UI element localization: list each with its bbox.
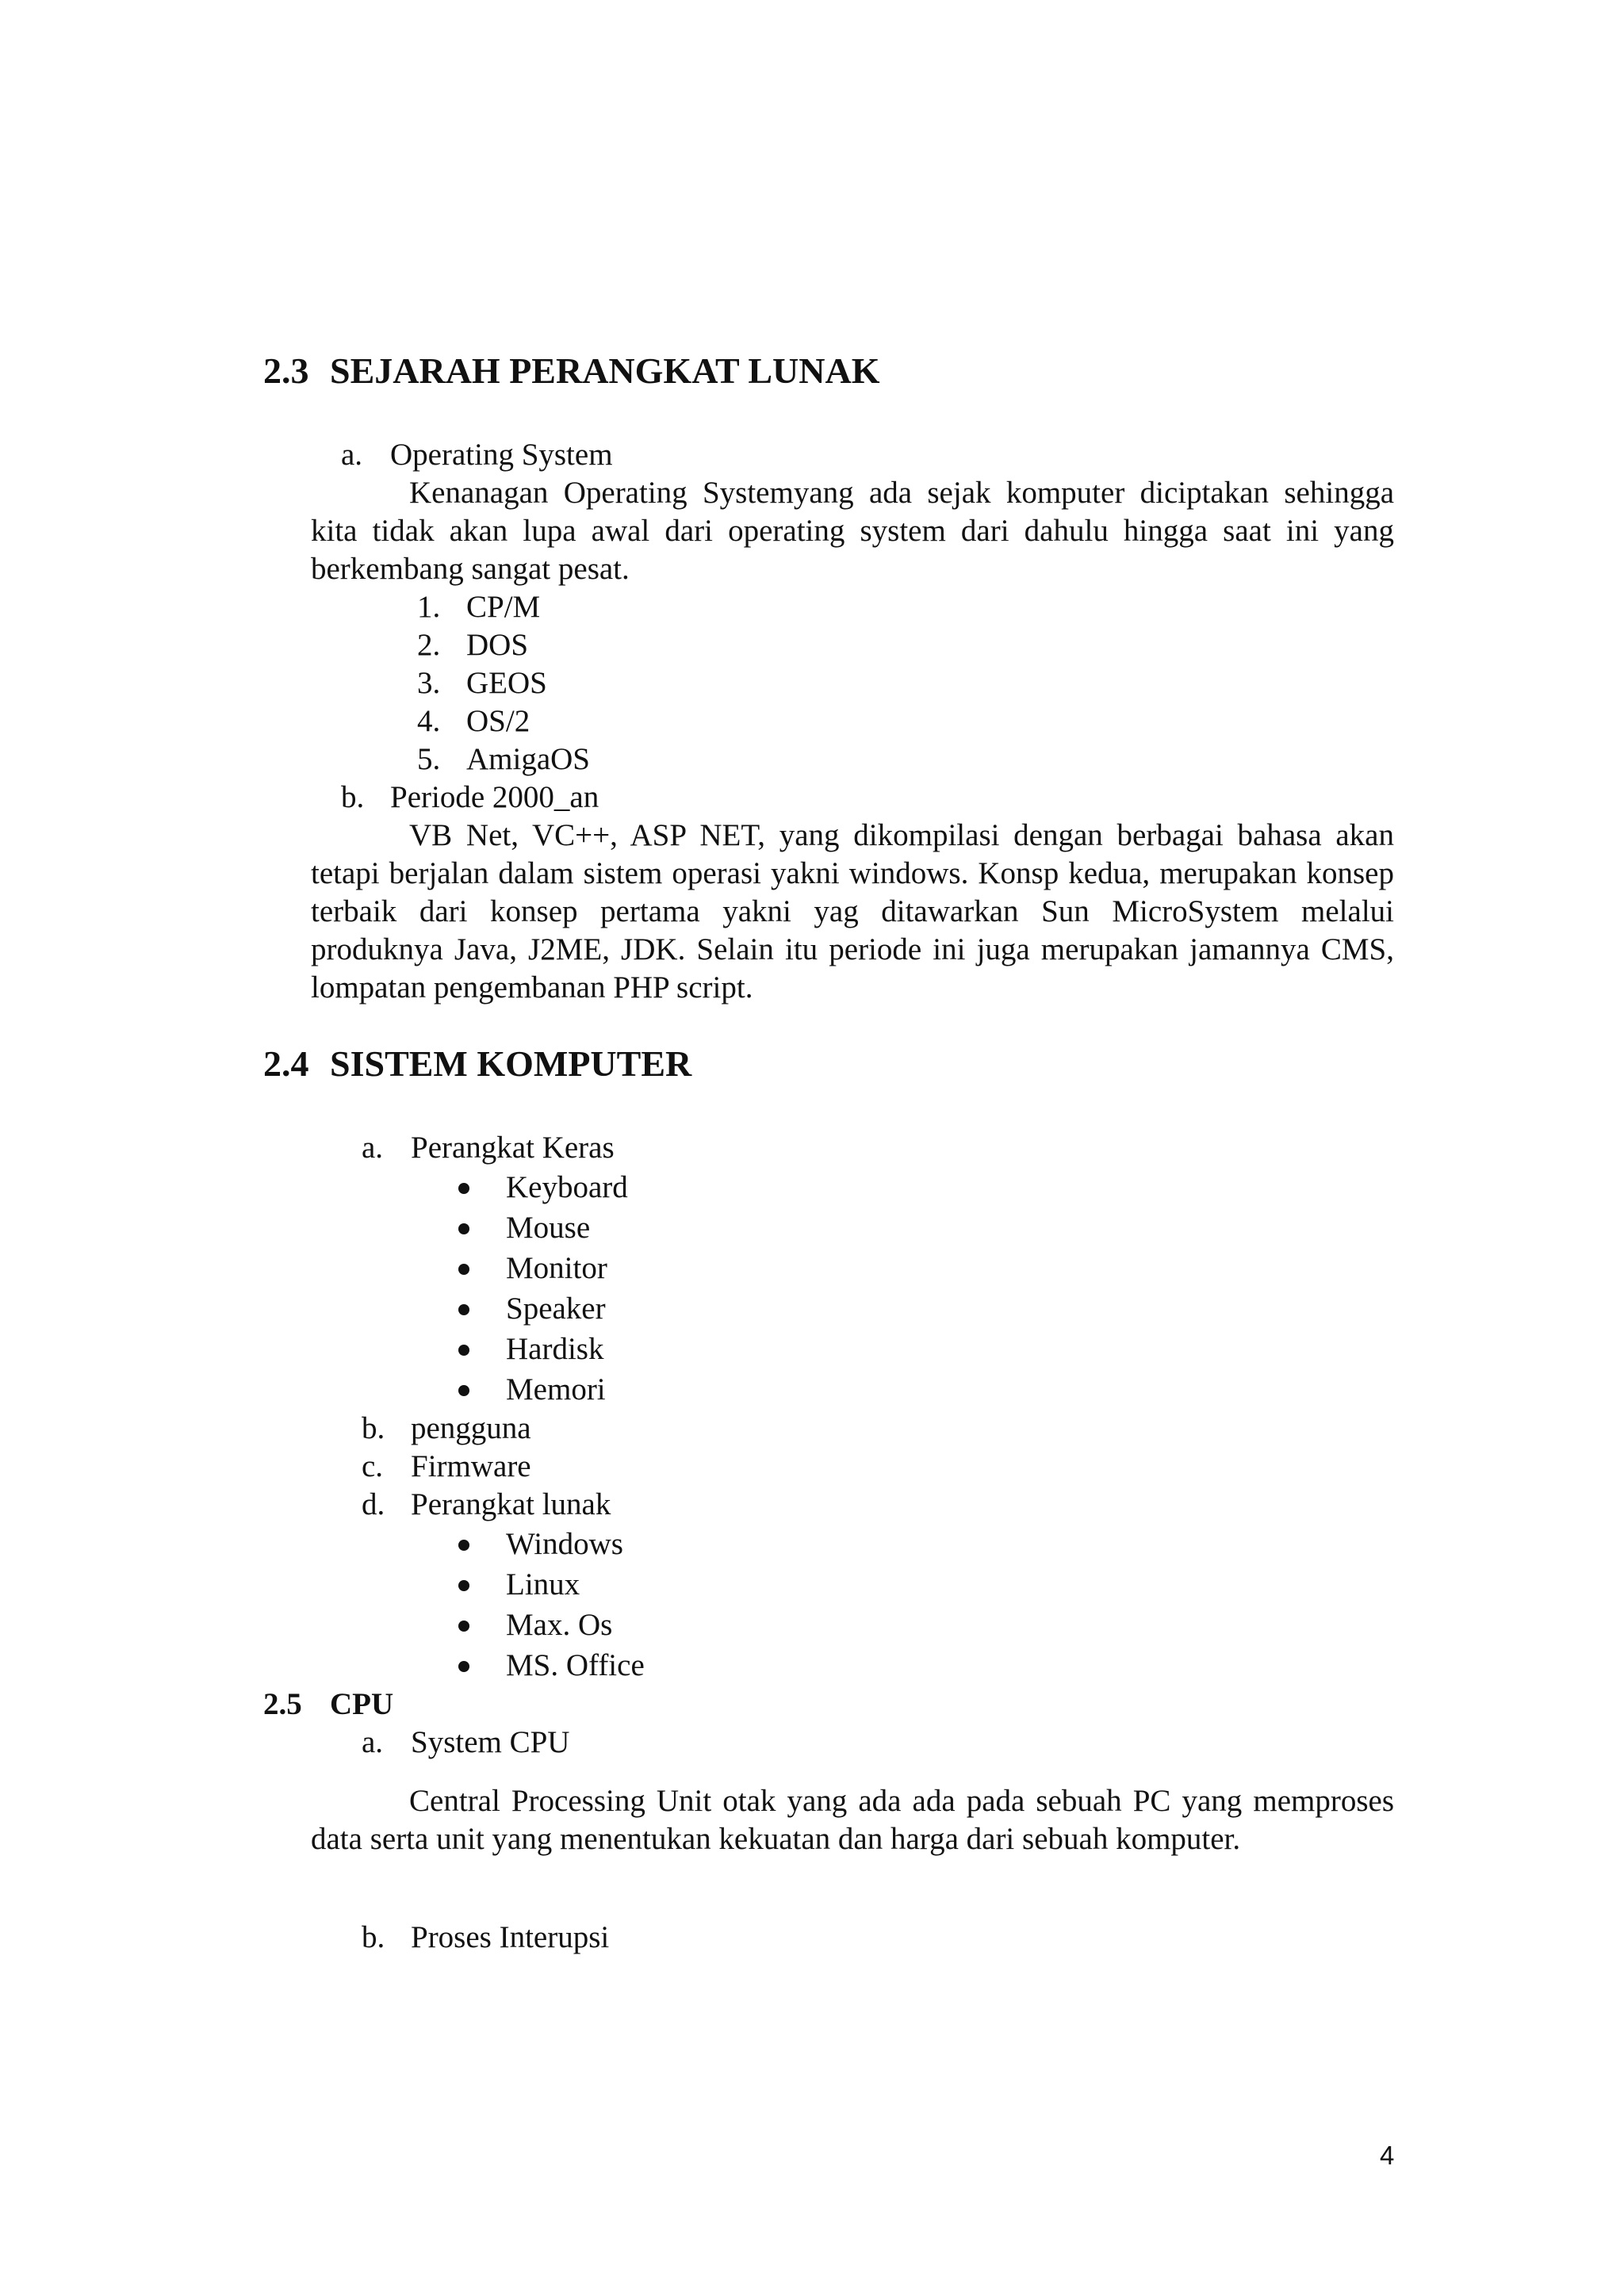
- item-label: Operating System: [390, 438, 613, 472]
- section-number: 2.5: [263, 1687, 302, 1721]
- list-item: 3. GEOS: [417, 664, 547, 702]
- bullet-item: Max. Os: [506, 1608, 613, 1642]
- sec23-b-paragraph: VB Net, VC++, ASP NET, yang dikompilasi dengan berbagai bahasa akan tetapi berjalan dalam sistem operasi yakni windows. Konsp kedua, merupakan konsep terbaik dari konsep pertama yakni yag ditawarkan Sun MicroSystem melalui produknya Java, J2ME, JDK. Selain itu periode ini juga merupakan jamannya CMS, lompatan pengembanan PHP script.: [311, 818, 1394, 1004]
- list-marker: b.: [362, 1920, 385, 1954]
- section-title: CPU: [330, 1687, 394, 1721]
- bullet-item: Speaker: [506, 1292, 606, 1326]
- bullet-dot: [458, 1264, 469, 1275]
- item-label: Perangkat Keras: [411, 1131, 615, 1165]
- bullet-dot: [458, 1345, 469, 1356]
- list-marker: b.: [341, 780, 365, 814]
- section-number: 2.4: [263, 1043, 309, 1084]
- bullet-item: Mouse: [506, 1211, 591, 1245]
- bullet-item: Keyboard: [506, 1170, 628, 1204]
- item-label: Periode 2000_an: [390, 780, 599, 814]
- item-label: Firmware: [411, 1449, 531, 1483]
- sec25-item-b: [362, 1919, 609, 1957]
- bullet-item: Memori: [506, 1372, 606, 1406]
- list-number: 5.: [417, 742, 441, 776]
- sec24-item-c: [362, 1448, 531, 1486]
- sec25-a-paragraph: Central Processing Unit otak yang ada ada pada sebuah PC yang memproses data serta unit yang menentukan kekuatan dan harga dari sebuah komputer.: [311, 1784, 1394, 1856]
- sec24-item-d: [362, 1486, 611, 1524]
- section-2-5-heading: [263, 1686, 393, 1724]
- item-label: Proses Interupsi: [411, 1920, 610, 1954]
- section-title: SISTEM KOMPUTER: [330, 1043, 692, 1084]
- section-2-3-heading: [263, 349, 879, 393]
- list-marker: c.: [362, 1449, 384, 1483]
- bullet-dot: [458, 1183, 469, 1194]
- section-number: 2.3: [263, 350, 309, 391]
- bullet-item: MS. Office: [506, 1648, 645, 1682]
- list-number: 2.: [417, 628, 441, 662]
- bullet-item: Hardisk: [506, 1332, 604, 1366]
- list-item: 4. OS/2: [417, 702, 530, 740]
- sec24-item-a: [362, 1129, 615, 1167]
- section-2-4-heading: [263, 1042, 691, 1086]
- list-marker: d.: [362, 1487, 385, 1521]
- bullet-dot: [458, 1385, 469, 1396]
- bullet-dot: [458, 1661, 469, 1672]
- bullet-item: Monitor: [506, 1251, 607, 1285]
- list-item: 2. DOS: [417, 626, 528, 664]
- item-label: Perangkat lunak: [411, 1487, 611, 1521]
- list-number: 3.: [417, 666, 441, 700]
- list-number: 1.: [417, 590, 441, 624]
- bullet-dot: [458, 1223, 469, 1234]
- item-label: pengguna: [411, 1411, 531, 1445]
- bullet-dot: [458, 1304, 469, 1315]
- item-label: System CPU: [411, 1725, 570, 1759]
- bullet-dot: [458, 1621, 469, 1632]
- bullet-item: Linux: [506, 1567, 580, 1601]
- sec23-item-b: [341, 779, 599, 817]
- bullet-item: Windows: [506, 1527, 623, 1561]
- sec24-item-b: [362, 1410, 531, 1448]
- sec23-a-paragraph: Kenanagan Operating Systemyang ada sejak komputer diciptakan sehingga kita tidak akan lupa awal dari operating system dari dahulu hingga saat ini yang berkembang sangat pesat.: [311, 476, 1394, 586]
- bullet-dot: [458, 1580, 469, 1591]
- sec25-item-a: [362, 1724, 569, 1762]
- list-marker: b.: [362, 1411, 385, 1445]
- page-number: 4: [1380, 2141, 1395, 2170]
- list-item: 1. CP/M: [417, 588, 540, 626]
- list-marker: a.: [341, 438, 363, 472]
- sec23-item-a: [341, 436, 613, 474]
- bullet-dot: [458, 1540, 469, 1551]
- list-marker: a.: [362, 1131, 384, 1165]
- list-item: 5. AmigaOS: [417, 740, 590, 779]
- section-title: SEJARAH PERANGKAT LUNAK: [330, 350, 880, 391]
- list-marker: a.: [362, 1725, 384, 1759]
- list-number: 4.: [417, 704, 441, 738]
